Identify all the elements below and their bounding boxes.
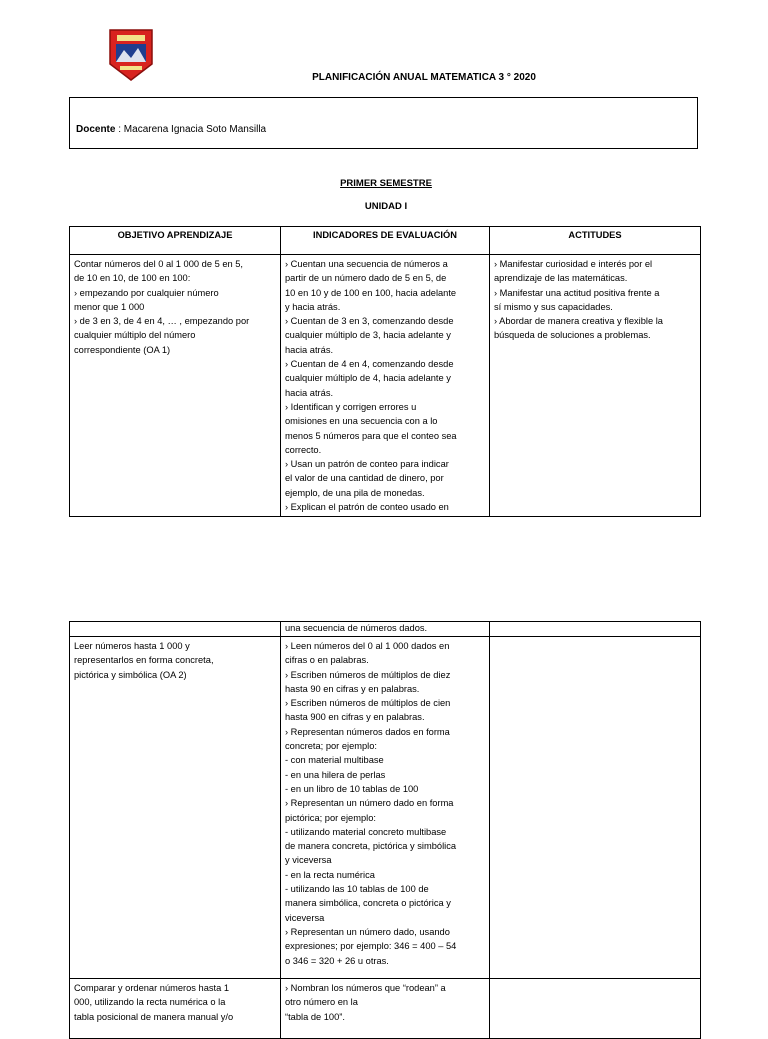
cell-line: menos 5 números para que el conteo sea [285,430,457,441]
cell-line: hasta 900 en cifras y en palabras. [285,712,425,723]
cell-line: › Cuentan de 4 en 4, comenzando desde [285,359,454,370]
teacher-name: Macarena Ignacia Soto Mansilla [123,124,267,135]
cell-line: - en un libro de 10 tablas de 100 [285,783,419,794]
cell-line: - utilizando las 10 tablas de 100 de [285,884,429,895]
cell-line: › Cuentan de 3 en 3, comenzando desde [285,316,454,327]
cell-line: › Identifican y corrigen errores u [285,401,417,412]
cell-line: Comparar y ordenar números hasta 1 [74,983,230,993]
cell-line: › Nombran los números que “rodean” a [285,983,446,993]
objetivo-cell [70,622,281,637]
cell-line: omisiones en una secuencia con a lo [285,416,438,427]
header-actitudes: ACTITUDES [490,227,701,255]
page-title: PLANIFICACIÓN ANUAL MATEMATICA 3 ° 2020 [312,72,536,83]
cell-line: búsqueda de soluciones a problemas. [494,330,651,341]
cell-line: cualquier múltiplo de 3, hacia adelante y [285,330,451,341]
actitudes-cell [490,255,701,517]
cell-line: › Representan números dados en forma [285,726,450,737]
header-indicadores: INDICADORES DE EVALUACIÓN [281,227,490,255]
cell-line: › Usan un patrón de conteo para indicar [285,459,449,470]
cell-line: › Explican el patrón de conteo usado en [285,502,449,513]
cell-line: menor que 1 000 [74,301,145,312]
header-objetivo: OBJETIVO APRENDIZAJE [70,227,281,255]
cell-line: cifras o en palabras. [285,655,369,666]
cell-line: › Cuentan una secuencia de números a [285,259,448,269]
cell-line: - con material multibase [285,755,384,766]
planning-table [69,226,701,517]
cell-line: - en una hilera de perlas [285,769,386,780]
objetivo-cell [70,979,281,1039]
cell-line: › Manifestar curiosidad e interés por el [494,259,653,269]
cell-line: de manera concreta, pictórica y simbólica [285,841,457,852]
cell-line: cualquier múltiplo de 4, hacia adelante y [285,373,451,384]
cell-line: › de 3 en 3, de 4 en 4, … , empezando por [74,316,250,327]
teacher-label: Docente [76,124,116,135]
cell-line: “tabla de 100”. [285,1011,345,1022]
objetivo-cell [70,637,281,979]
cell-line: › Manifestar una actitud positiva frente a [494,287,660,298]
cell-line: pictórica y simbólica (OA 2) [74,669,187,680]
objetivo-cell [70,255,281,517]
cell-line: de 10 en 10, de 100 en 100: [74,273,191,284]
indicadores-cell [281,637,490,979]
cell-line: correcto. [285,444,322,455]
cell-line: hacia atrás. [285,344,334,355]
cell-line: o 346 = 320 + 26 u otras. [285,955,389,966]
teacher-separator: : [115,124,124,135]
cell-line: el valor de una cantidad de dinero, por [285,473,444,484]
cell-line: Contar números del 0 al 1 000 de 5 en 5, [74,259,244,269]
cell-line: expresiones; por ejemplo: 346 = 400 – 54 [285,941,457,952]
cell-line: - en la recta numérica [285,869,375,880]
cell-line: aprendizaje de las matemáticas. [494,273,628,284]
cell-line: pictórica; por ejemplo: [285,812,376,823]
cell-line: correspondiente (OA 1) [74,344,171,355]
cell-line: y viceversa [285,855,332,866]
teacher-info-box [69,97,698,149]
actitudes-cell [490,622,701,637]
cell-line: y hacia atrás. [285,301,341,312]
cell-line: cualquier múltiplo del número [74,330,196,341]
cell-line: manera simbólica, concreta o pictórica y [285,898,451,909]
cell-line: › Escriben números de múltiplos de cien [285,698,451,709]
cell-line: ejemplo, de una pila de monedas. [285,487,425,498]
indicadores-cell [281,979,490,1039]
cell-line: concreta; por ejemplo: [285,741,377,752]
cell-line: 000, utilizando la recta numérica o la [74,997,226,1008]
unit-heading: UNIDAD I [364,201,408,212]
planning-table-continued [69,621,701,1039]
cell-line: - utilizando material concreto multibase [285,826,447,837]
cell-line: sí mismo y sus capacidades. [494,301,613,312]
cell-line: 10 en 10 y de 100 en 100, hacia adelante [285,287,457,298]
cell-line: partir de un número dado de 5 en 5, de [285,273,447,284]
indicadores-cell [281,255,490,517]
cell-line: hacia atrás. [285,387,334,398]
cell-line: viceversa [285,912,325,923]
actitudes-cell [490,979,701,1039]
cell-line: Leer números hasta 1 000 y [74,641,190,651]
semester-heading: PRIMER SEMESTRE [340,178,432,189]
cell-line: otro número en la [285,997,358,1008]
cell-line: › Escriben números de múltiplos de diez [285,669,451,680]
cell-line: › Representan un número dado, usando [285,926,450,937]
indicadores-cell-continued: una secuencia de números dados. [281,622,490,637]
teacher-row [76,124,266,135]
actitudes-cell [490,637,701,979]
cell-line: hasta 90 en cifras y en palabras. [285,683,420,694]
cell-line: tabla posicional de manera manual y/o [74,1011,234,1022]
cell-line: › Representan un número dado en forma [285,798,454,809]
cell-line: representarlos en forma concreta, [74,655,214,666]
cell-line: › Abordar de manera creativa y flexible la [494,316,663,327]
cell-line: › empezando por cualquier número [74,287,219,298]
cell-line: › Leen números del 0 al 1 000 dados en [285,641,450,651]
